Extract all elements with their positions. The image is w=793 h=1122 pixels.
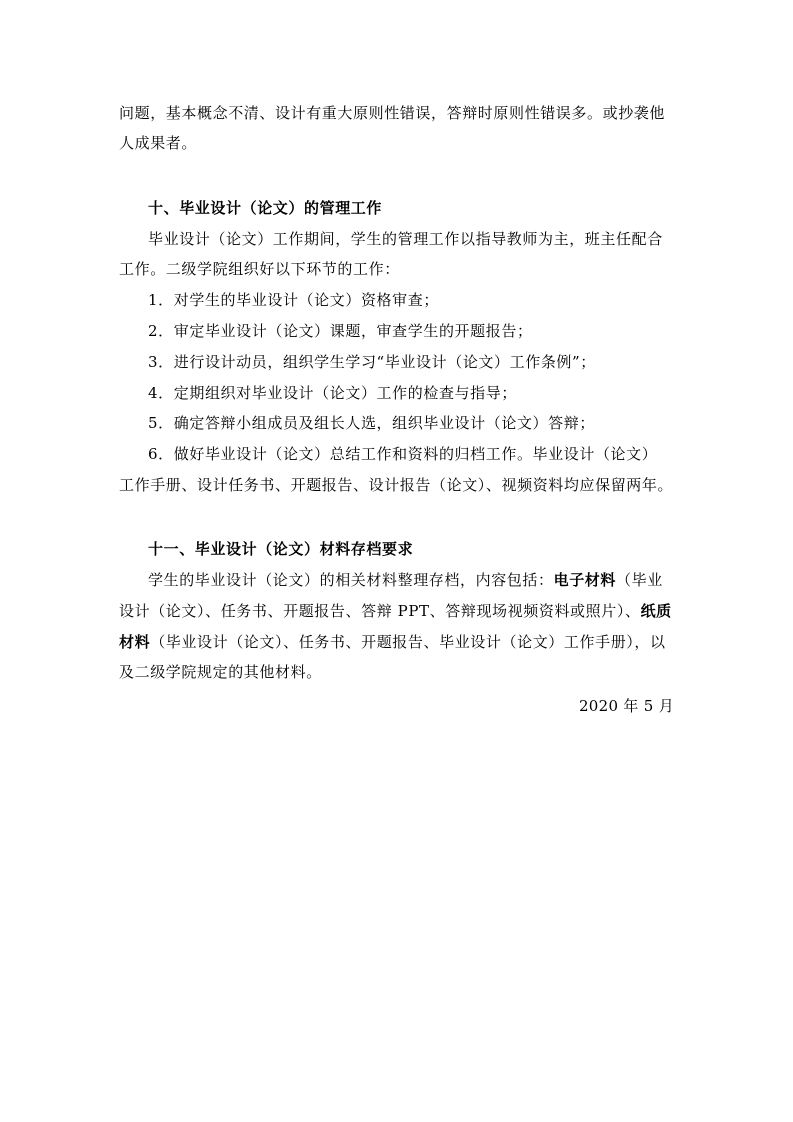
section-10-item-1: 1．对学生的毕业设计（论文）资格审查； (148, 291, 439, 309)
section-11-text: 学生的毕业设计（论文）的相关材料整理存档，内容包括： (148, 571, 554, 589)
paper-materials-label-continued: 材料 (119, 633, 151, 651)
section-11-text: 设计（论文）、任务书、开题报告、答辩 PPT、答辩现场视频资料或照片）、 (119, 602, 641, 620)
section-10-item-6-continued: 工作手册、设计任务书、开题报告、设计报告（论文）、视频资料均应保留两年。 (119, 476, 674, 494)
section-11-heading: 十一、毕业设计（论文）材料存档要求 (148, 540, 414, 558)
paper-materials-label: 纸质 (640, 602, 672, 620)
section-10-intro-line-2: 工作。二级学院组织好以下环节的工作： (119, 260, 400, 278)
section-11-paragraph-line-4: 及二级学院规定的其他材料。 (119, 663, 322, 681)
section-11-paragraph-line-1 (148, 570, 663, 590)
section-10-item-5: 5．确定答辩小组成员及组长人选，组织毕业设计（论文）答辩； (148, 414, 595, 432)
section-11-paragraph-line-3 (119, 632, 666, 652)
section-10-item-4: 4．定期组织对毕业设计（论文）工作的检查与指导； (148, 384, 517, 402)
document-date: 2020 年 5 月 (578, 697, 674, 715)
section-10-item-6: 6．做好毕业设计（论文）总结工作和资料的归档工作。毕业设计（论文） (148, 445, 658, 463)
section-10-heading: 十、毕业设计（论文）的管理工作 (148, 199, 383, 217)
section-11-text: （毕业 (616, 571, 663, 589)
section-10-item-2: 2．审定毕业设计（论文）课题，审查学生的开题报告； (148, 322, 533, 340)
continuation-line-1: 问题，基本概念不清、设计有重大原则性错误，答辩时原则性错误多。或抄袭他 (119, 104, 666, 122)
section-11-paragraph-line-2 (119, 601, 672, 621)
section-10-intro-line-1: 毕业设计（论文）工作期间，学生的管理工作以指导教师为主，班主任配合 (148, 230, 663, 248)
electronic-materials-label: 电子材料 (553, 571, 617, 589)
continuation-line-2: 人成果者。 (119, 134, 198, 152)
section-10-item-3: 3．进行设计动员，组织学生学习“毕业设计（论文）工作条例”； (148, 353, 596, 371)
section-11-text: （毕业设计（论文）、任务书、开题报告、毕业设计（论文）工作手册），以 (150, 633, 666, 651)
